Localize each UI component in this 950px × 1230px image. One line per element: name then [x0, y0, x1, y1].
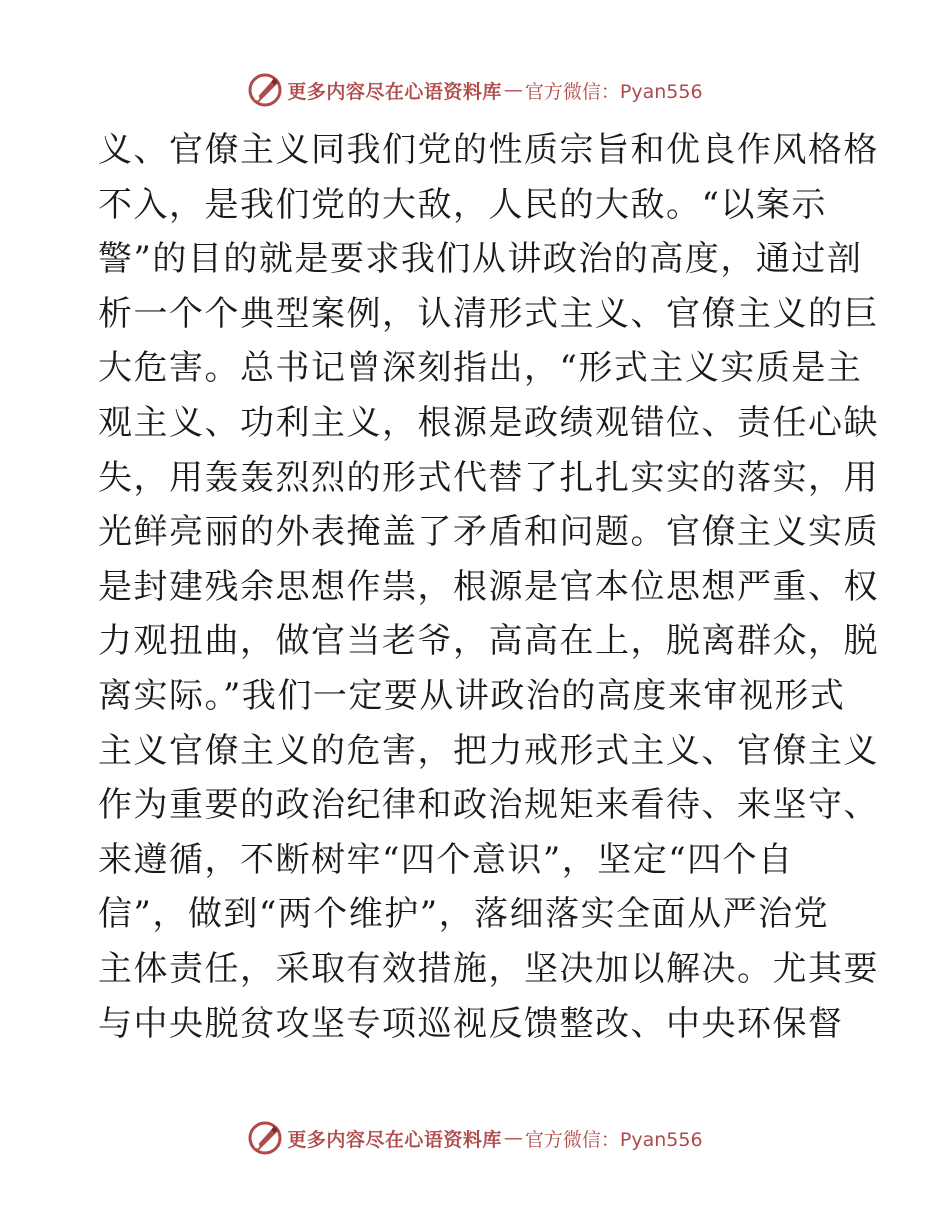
- text-line: 力观扭曲，做官当老爷，高高在上，脱离群众，脱: [98, 621, 879, 662]
- banner-title: 更多内容尽在心语资料库: [287, 1128, 502, 1151]
- banner-wechat: 官方微信：Pyan556: [524, 80, 703, 103]
- text-line: 与中央脱贫攻坚专项巡视反馈整改、中央环保督: [98, 1003, 844, 1044]
- header-banner: [0, 70, 950, 110]
- text-line: 不入，是我们党的大敌，人民的大敌。“以案示: [98, 184, 827, 225]
- banner-wechat: 官方微信：Pyan556: [524, 1128, 703, 1151]
- text-line: 信”，做到“两个维护”，落细落实全面从严治党: [98, 894, 830, 935]
- document-body: [98, 123, 879, 1051]
- text-line: 析一个个典型案例，认清形式主义、官僚主义的巨: [98, 293, 879, 334]
- text-line: 观主义、功利主义，根源是政绩观错位、责任心缺: [98, 402, 879, 443]
- pen-logo-icon: [247, 1120, 283, 1156]
- text-line: 光鲜亮丽的外表掩盖了矛盾和问题。官僚主义实质: [98, 512, 879, 553]
- footer-banner: [0, 1118, 950, 1158]
- banner-separator: —: [503, 1127, 523, 1149]
- text-line: 是封建残余思想作祟，根源是官本位思想严重、权: [98, 566, 879, 607]
- text-line: 来遵循，不断树牢“四个意识”，坚定“四个自: [98, 839, 794, 880]
- text-line: 主义官僚主义的危害，把力戒形式主义、官僚主义: [98, 730, 879, 771]
- banner-separator: —: [503, 79, 523, 101]
- pen-logo-icon: [247, 72, 283, 108]
- banner-title: 更多内容尽在心语资料库: [287, 80, 502, 103]
- text-line: 大危害。总书记曾深刻指出，“形式主义实质是主: [98, 348, 863, 389]
- text-line: 警”的目的就是要求我们从讲政治的高度，通过剖: [98, 239, 863, 280]
- text-line: 作为重要的政治纪律和政治规矩来看待、来坚守、: [98, 785, 879, 826]
- text-line: 义、官僚主义同我们党的性质宗旨和优良作风格格: [98, 130, 879, 170]
- text-line: 失，用轰轰烈烈的形式代替了扎扎实实的落实，用: [98, 457, 879, 498]
- text-line: 主体责任，采取有效措施，坚决加以解决。尤其要: [98, 948, 879, 989]
- text-line: 离实际。”我们一定要从讲政治的高度来审视形式: [98, 675, 846, 716]
